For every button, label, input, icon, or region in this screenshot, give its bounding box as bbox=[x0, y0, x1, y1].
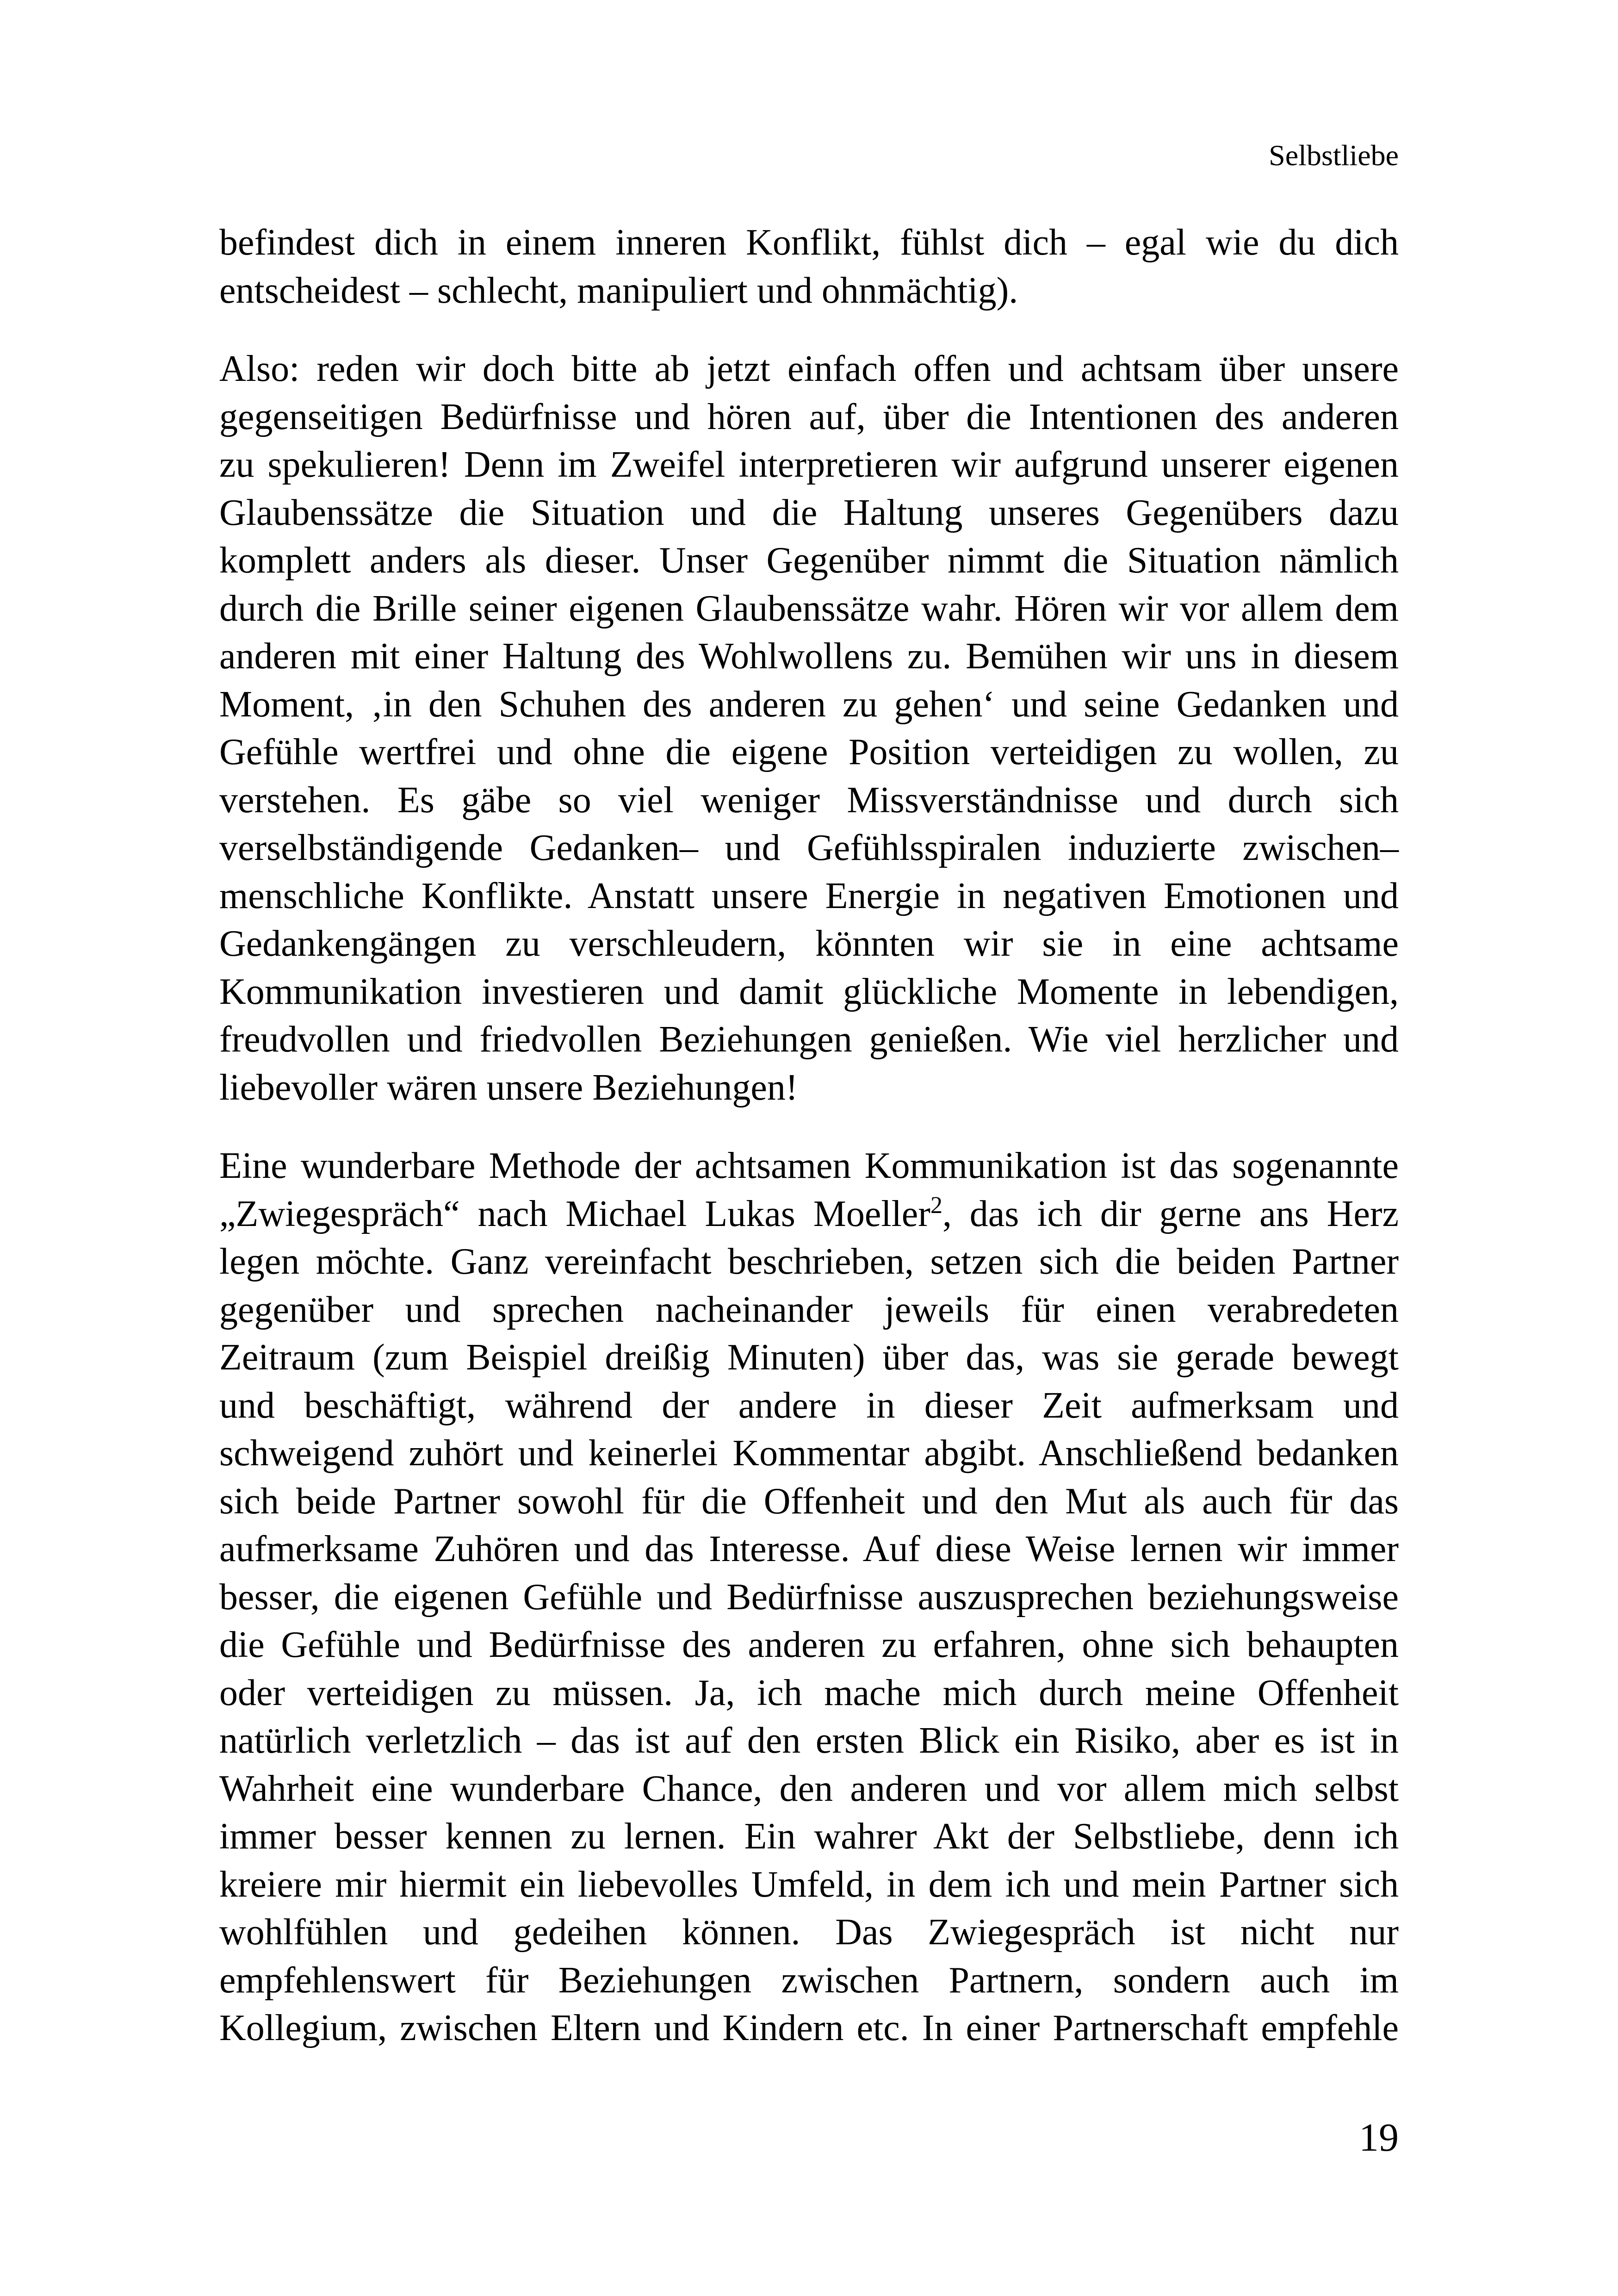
running-header: Selbstliebe bbox=[1269, 139, 1399, 172]
text-line: gegenüber und sprechen nacheinander jeweils für einen verabredeten bbox=[219, 1289, 1399, 1330]
text-line: wohlfühlen und gedeihen können. Das Zwiegespräch ist nicht nur bbox=[219, 1912, 1399, 1953]
text-line: besser, die eigenen Gefühle und Bedürfnisse auszusprechen beziehungsweise bbox=[219, 1576, 1399, 1618]
text-line: Gefühle wertfrei und ohne die eigene Position verteidigen zu wollen, zu bbox=[219, 732, 1399, 772]
page-number: 19 bbox=[1359, 2115, 1399, 2159]
text-span: „Zwiegespräch“ nach Michael Lukas Moeller bbox=[219, 1193, 930, 1234]
text-line: empfehlenswert für Beziehungen zwischen Partnern, sondern auch im bbox=[219, 1960, 1399, 2001]
paragraph-3 bbox=[219, 1142, 1399, 2053]
text-line: Kollegium, zwischen Eltern und Kindern etc. In einer Partnerschaft empfehle bbox=[219, 2008, 1399, 2048]
text-line: anderen mit einer Haltung des Wohlwollens zu. Bemühen wir uns in diesem bbox=[219, 636, 1399, 677]
text-line: Moment, ‚in den Schuhen des anderen zu gehen‘ und seine Gedanken und bbox=[219, 684, 1399, 725]
text-line: legen möchte. Ganz vereinfacht beschrieben, setzen sich die beiden Partner bbox=[219, 1241, 1399, 1282]
text-line: zu spekulieren! Denn im Zweifel interpretieren wir aufgrund unserer eigenen bbox=[219, 444, 1399, 485]
text-line: Gedankengängen zu verschleudern, könnten wir sie in eine achtsame bbox=[219, 923, 1399, 964]
text-line: und beschäftigt, während der andere in dieser Zeit aufmerksam und bbox=[219, 1385, 1399, 1426]
text-line: freudvollen und friedvollen Beziehungen genießen. Wie viel herzlicher und bbox=[219, 1019, 1399, 1060]
text-line: oder verteidigen zu müssen. Ja, ich mache mich durch meine Offenheit bbox=[219, 1672, 1399, 1713]
text-line: verselbständigende Gedanken– und Gefühlsspiralen induzierte zwischen– bbox=[219, 828, 1399, 868]
text-line: Eine wunderbare Methode der achtsamen Kommunikation ist das sogenannte bbox=[219, 1145, 1399, 1186]
text-line: Also: reden wir doch bitte ab jetzt einfach offen und achtsam über unsere bbox=[219, 348, 1399, 389]
text-line: verstehen. Es gäbe so viel weniger Missverständnisse und durch sich bbox=[219, 779, 1399, 821]
text-line: befindest dich in einem inneren Konflikt, fühlst dich – egal wie du dich bbox=[219, 222, 1399, 263]
text-line: komplett anders als dieser. Unser Gegenüber nimmt die Situation nämlich bbox=[219, 540, 1399, 581]
text-line: menschliche Konflikte. Anstatt unsere Energie in negativen Emotionen und bbox=[219, 875, 1399, 916]
footnote-marker[interactable]: 2 bbox=[930, 1192, 942, 1219]
text-line: gegenseitigen Bedürfnisse und hören auf, über die Intentionen des anderen bbox=[219, 396, 1399, 437]
text-line: natürlich verletzlich – das ist auf den ersten Blick ein Risiko, aber es ist in bbox=[219, 1720, 1399, 1761]
text-line-with-footnote bbox=[219, 1190, 1399, 1238]
text-line: liebevoller wären unsere Beziehungen! bbox=[219, 1067, 798, 1108]
text-line: durch die Brille seiner eigenen Glaubenssätze wahr. Hören wir vor allem dem bbox=[219, 588, 1399, 629]
paragraph-1 bbox=[219, 219, 1399, 315]
text-line: Kommunikation investieren und damit glückliche Momente in lebendigen, bbox=[219, 971, 1399, 1012]
text-line: Wahrheit eine wunderbare Chance, den anderen und vor allem mich selbst bbox=[219, 1768, 1399, 1809]
text-line: entscheidest – schlecht, manipuliert und ohnmächtig). bbox=[219, 270, 1018, 311]
text-line: schweigend zuhört und keinerlei Kommentar abgibt. Anschließend bedanken bbox=[219, 1433, 1399, 1474]
text-line: aufmerksame Zuhören und das Interesse. Auf diese Weise lernen wir immer bbox=[219, 1529, 1399, 1569]
text-line: Zeitraum (zum Beispiel dreißig Minuten) über das, was sie gerade bewegt bbox=[219, 1337, 1399, 1378]
text-line: die Gefühle und Bedürfnisse des anderen zu erfahren, ohne sich behaupten bbox=[219, 1624, 1399, 1665]
text-line: immer besser kennen zu lernen. Ein wahrer Akt der Selbstliebe, denn ich bbox=[219, 1816, 1399, 1857]
text-line: Glaubenssätze die Situation und die Haltung unseres Gegenübers dazu bbox=[219, 492, 1399, 533]
text-span: , das ich dir gerne ans Herz bbox=[942, 1193, 1399, 1234]
paragraph-2 bbox=[219, 345, 1399, 1112]
text-line: kreiere mir hiermit ein liebevolles Umfeld, in dem ich und mein Partner sich bbox=[219, 1864, 1399, 1905]
text-line: sich beide Partner sowohl für die Offenheit und den Mut als auch für das bbox=[219, 1481, 1399, 1522]
